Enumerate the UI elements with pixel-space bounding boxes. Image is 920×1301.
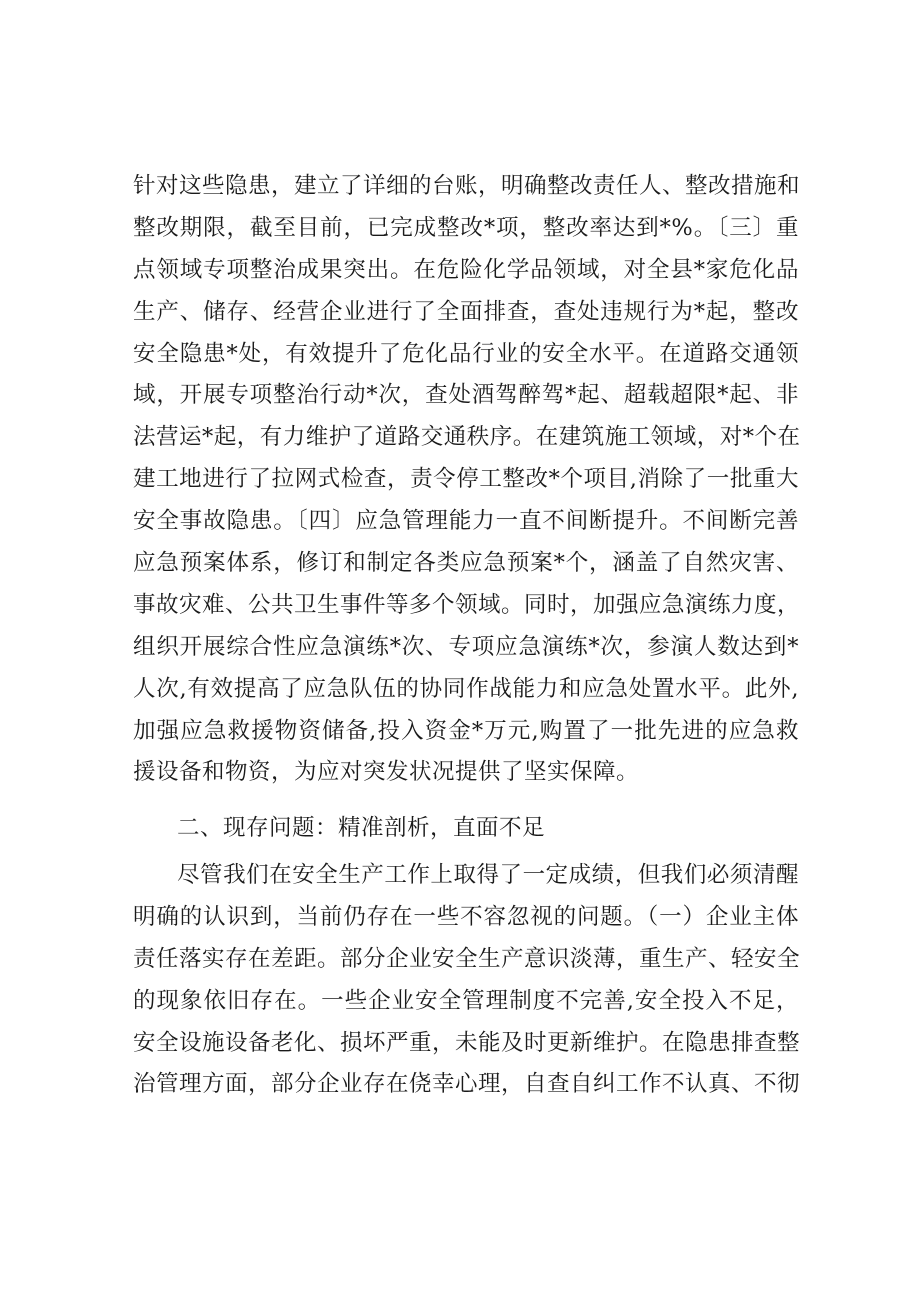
text-line: 明确的认识到，当前仍存在一些不容忽视的问题。（一）企业主体 [133, 903, 799, 930]
text-line: 针对这些隐患，建立了详细的台账，明确整改责任人、整改措施和 [133, 173, 801, 199]
text-line: 法营运*起，有力维护了道路交通秩序。在建筑施工领域，对*个在 [133, 424, 801, 451]
text-line: 安全设施设备老化、损坏严重，未能及时更新维护。在隐患排查整 [133, 1029, 801, 1056]
paragraph-problems [133, 855, 799, 1106]
text-line: 点领域专项整治成果突出。在危险化学品领域，对全县*家危化品 [133, 256, 799, 283]
text-line: 治管理方面，部分企业存在侥幸心理，自查自纠工作不认真、不彻 [133, 1071, 801, 1098]
text-line: 安全隐患*处，有效提升了危化品行业的安全水平。在道路交通领 [133, 340, 799, 367]
text-line: 生产、储存、经营企业进行了全面排查，查处违规行为*起，整改 [133, 298, 799, 325]
text-line: 责任落实存在差距。部分企业安全生产意识淡薄，重生产、轻安全 [133, 945, 801, 972]
text-line: 加强应急救援物资储备,投入资金*万元,购置了一批先进的应急救 [133, 717, 799, 744]
text-line: 事故灾难、公共卫生事件等多个领域。同时，加强应急演练力度， [133, 591, 801, 618]
text-line: 人次,有效提高了应急队伍的协同作战能力和应急处置水平。此外, [133, 675, 799, 702]
text-line: 应急预案体系，修订和制定各类应急预案*个，涵盖了自然灾害、 [133, 550, 799, 577]
text-line: 的现象依旧存在。一些企业安全管理制度不完善,安全投入不足， [133, 987, 799, 1014]
text-line: 援设备和物资，为应对突发状况提供了坚实保障。 [133, 759, 640, 786]
text-line: 尽管我们在安全生产工作上取得了一定成绩，但我们必须清醒 [177, 862, 799, 888]
text-line: 域，开展专项整治行动*次，查处酒驾醉驾*起、超载超限*起、非 [133, 382, 799, 409]
section-heading: 二、现存问题：精准剖析，直面不足 [177, 815, 546, 841]
text-line: 安全事故隐患。〔四〕应急管理能力一直不间断提升。不间断完善 [133, 508, 799, 535]
paragraph-achievements [133, 166, 799, 794]
text-line: 组织开展综合性应急演练*次、专项应急演练*次，参演人数达到* [133, 633, 799, 660]
text-line: 整改期限，截至目前，已完成整改*项，整改率达到*%。〔三〕重 [133, 214, 799, 241]
text-line: 建工地进行了拉网式检查，责令停工整改*个项目,消除了一批重大 [133, 466, 799, 493]
